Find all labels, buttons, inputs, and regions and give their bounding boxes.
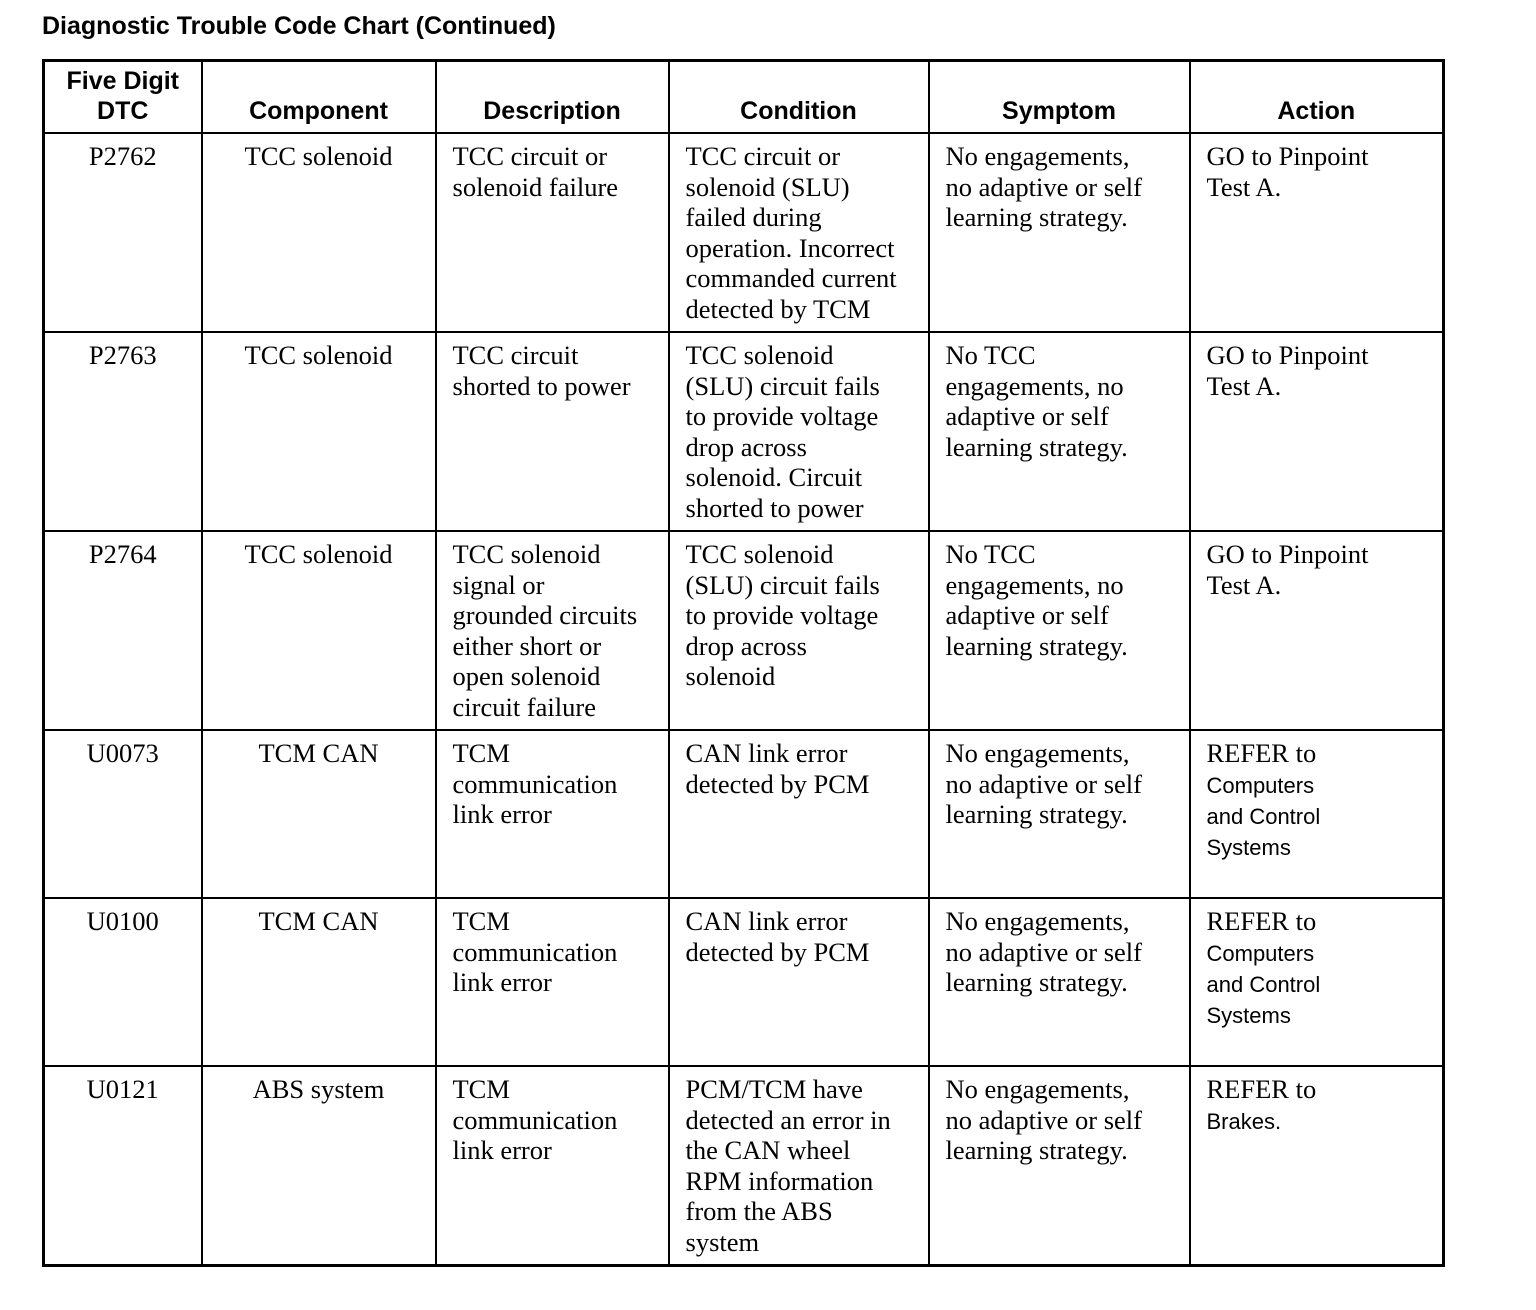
component-cell: TCC solenoid — [202, 531, 436, 730]
symptom-cell: No TCC engagements, no adaptive or self learning strategy. — [929, 531, 1190, 730]
component-cell: TCM CAN — [202, 730, 436, 898]
page-title: Diagnostic Trouble Code Chart (Continued) — [42, 12, 556, 40]
condition-cell: CAN link error detected by PCM — [669, 898, 929, 1066]
table-row — [44, 531, 1444, 730]
action-cell — [1190, 332, 1444, 531]
action-cell — [1190, 730, 1444, 898]
condition-cell: TCC circuit or solenoid (SLU) failed during operation. Incorrect commanded current detected by TCM — [669, 133, 929, 332]
description-cell: TCM communication link error — [436, 730, 669, 898]
action-text: REFER to — [1206, 1074, 1317, 1104]
header-symptom: Symptom — [929, 61, 1190, 134]
action-text: REFER to — [1206, 738, 1317, 768]
component-cell: TCC solenoid — [202, 332, 436, 531]
description-cell: TCC circuit shorted to power — [436, 332, 669, 531]
condition-cell: TCC solenoid (SLU) circuit fails to provide voltage drop across solenoid. Circuit shorted to power — [669, 332, 929, 531]
component-cell: TCC solenoid — [202, 133, 436, 332]
header-component: Component — [202, 61, 436, 134]
symptom-cell: No engagements, no adaptive or self learning strategy. — [929, 898, 1190, 1066]
header-description: Description — [436, 61, 669, 134]
action-cell — [1190, 1066, 1444, 1266]
action-reference: Computers and Control Systems — [1206, 940, 1321, 1028]
condition-cell: CAN link error detected by PCM — [669, 730, 929, 898]
dtc-code-cell: P2764 — [44, 531, 202, 730]
action-text: REFER to — [1206, 906, 1317, 936]
table-row — [44, 730, 1444, 898]
component-cell: TCM CAN — [202, 898, 436, 1066]
action-reference: Brakes. — [1206, 1108, 1282, 1134]
action-cell — [1190, 133, 1444, 332]
dtc-code-cell: U0121 — [44, 1066, 202, 1266]
header-condition: Condition — [669, 61, 929, 134]
description-cell: TCC solenoid signal or grounded circuits either short or open solenoid circuit failure — [436, 531, 669, 730]
condition-cell: PCM/TCM have detected an error in the CAN wheel RPM information from the ABS system — [669, 1066, 929, 1266]
header-action: Action — [1190, 61, 1444, 134]
action-text: GO to Pinpoint Test A. — [1206, 141, 1369, 202]
description-cell: TCM communication link error — [436, 898, 669, 1066]
table-row — [44, 332, 1444, 531]
table-header-row — [44, 61, 1444, 134]
symptom-cell: No engagements, no adaptive or self learning strategy. — [929, 1066, 1190, 1266]
table-row — [44, 898, 1444, 1066]
action-cell — [1190, 898, 1444, 1066]
dtc-code-cell: P2763 — [44, 332, 202, 531]
dtc-code-cell: U0100 — [44, 898, 202, 1066]
dtc-table — [42, 59, 1445, 1267]
condition-cell: TCC solenoid (SLU) circuit fails to provide voltage drop across solenoid — [669, 531, 929, 730]
description-cell: TCC circuit or solenoid failure — [436, 133, 669, 332]
header-dtc: Five Digit DTC — [44, 61, 202, 134]
symptom-cell: No engagements, no adaptive or self learning strategy. — [929, 133, 1190, 332]
dtc-code-cell: U0073 — [44, 730, 202, 898]
table-row — [44, 133, 1444, 332]
action-reference: Computers and Control Systems — [1206, 772, 1321, 860]
symptom-cell: No TCC engagements, no adaptive or self learning strategy. — [929, 332, 1190, 531]
action-text: GO to Pinpoint Test A. — [1206, 539, 1369, 600]
dtc-code-cell: P2762 — [44, 133, 202, 332]
action-text: GO to Pinpoint Test A. — [1206, 340, 1369, 401]
description-cell: TCM communication link error — [436, 1066, 669, 1266]
symptom-cell: No engagements, no adaptive or self learning strategy. — [929, 730, 1190, 898]
action-cell — [1190, 531, 1444, 730]
component-cell: ABS system — [202, 1066, 436, 1266]
table-row — [44, 1066, 1444, 1266]
